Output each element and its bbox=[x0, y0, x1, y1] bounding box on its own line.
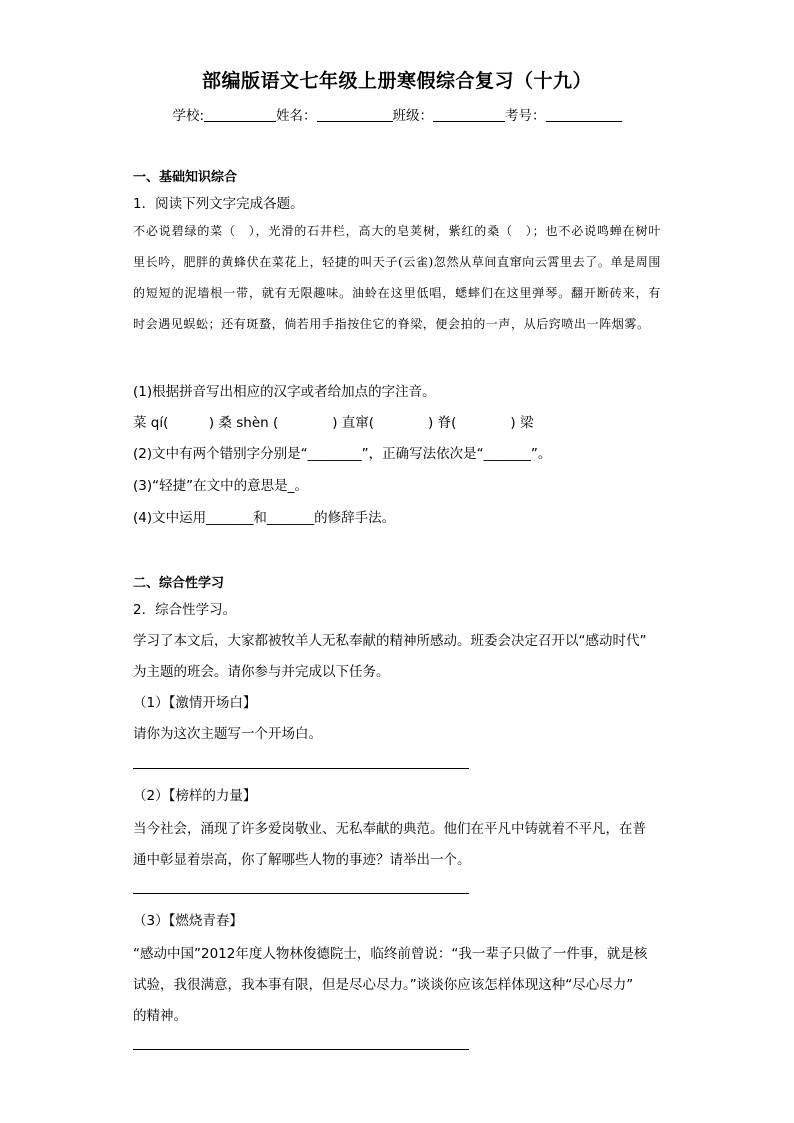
task3-answer-line[interactable] bbox=[133, 1049, 469, 1050]
question2-prompt: 2．综合性学习。 bbox=[133, 602, 237, 618]
task3-title: （3）【燃烧青春】 bbox=[133, 913, 243, 929]
sub-question-4: (4)文中运用_______和_______的修辞手法。 bbox=[133, 510, 396, 526]
task1-text: 请你为这次主题写一个开场白。 bbox=[133, 726, 322, 742]
task1-title: （1）【激情开场白】 bbox=[133, 695, 257, 711]
school-label: 学校: bbox=[172, 108, 205, 124]
name-label: 姓名： bbox=[276, 108, 317, 124]
question1-prompt: 1．阅读下列文字完成各题。 bbox=[133, 196, 304, 212]
sub-question-1: (1)根据拼音写出相应的汉字或者给加点的字注音。 bbox=[133, 384, 436, 400]
intro-line-2: 为主题的班会。请你参与并完成以下任务。 bbox=[133, 664, 390, 680]
class-label: 班级： bbox=[392, 108, 434, 124]
intro-line-1: 学习了本文后，大家都被牧羊人无私奉献的精神所感动。班委会决定召开以“感动时代” bbox=[133, 633, 647, 649]
section1-heading: 一、基础知识综合 bbox=[133, 170, 238, 185]
class-blank[interactable] bbox=[433, 107, 505, 122]
sub-question-3: (3)“轻捷”在文中的意思是_。 bbox=[133, 478, 308, 494]
school-blank[interactable] bbox=[204, 107, 276, 122]
task2-answer-line[interactable] bbox=[133, 893, 469, 894]
section2-heading: 二、综合性学习 bbox=[133, 576, 225, 591]
task3-line-1: “感动中国”2012年度人物林俊德院士，临终前曾说：“我一辈子只做了一件事，就是核 bbox=[133, 946, 648, 962]
page-title: 部编版语文七年级上册寒假综合复习（十九） bbox=[201, 70, 592, 92]
reading-passage: 不必说碧绿的菜（ ），光滑的石井栏，高大的皂荚树，紫红的桑（ ）；也不必说鸣蝉在树叶里长吟，肥胖的黄蜂伏在菜花上，轻捷的叫天子(云雀)忽然从草间直窜向云霄里去了。单是周围的短短的泥墙根一带，就有无限趣味。油蛉在这里低唱，蟋蟀们在这里弹琴。翻开断砖来，有时会遇见蜈蚣；还有斑蝥，倘若用手指按住它的脊梁，便会拍的一声，从后窍喷出一阵烟雾。 bbox=[133, 224, 661, 331]
task2-line-1: 当今社会，涌现了许多爱岗敬业、无私奉献的典范。他们在平凡中铸就着不平凡，在普 bbox=[133, 821, 646, 837]
exam-no-blank[interactable] bbox=[546, 107, 622, 122]
name-blank[interactable] bbox=[317, 107, 393, 122]
sub-question-2: (2)文中有两个错别字分别是“________”，正确写法依次是“_______”。 bbox=[133, 446, 552, 462]
exam-no-label: 考号： bbox=[505, 108, 546, 124]
task2-line-2: 通中彰显着崇高，你了解哪些人物的事迹？请举出一个。 bbox=[133, 852, 471, 868]
task1-answer-line[interactable] bbox=[133, 768, 469, 769]
student-info-row bbox=[0, 104, 794, 124]
task2-title: （2）【榜样的力量】 bbox=[133, 788, 257, 804]
task3-line-3: 的精神。 bbox=[133, 1008, 187, 1024]
task3-line-2: 试验，我很满意，我本事有限，但是尽心尽力。”谈谈你应该怎样体现这种“尽心尽力” bbox=[133, 977, 634, 993]
pinyin-fill-line: 菜 qí( ) 桑 shèn ( ) 直窜( ) 脊( ) 梁 bbox=[133, 415, 534, 431]
